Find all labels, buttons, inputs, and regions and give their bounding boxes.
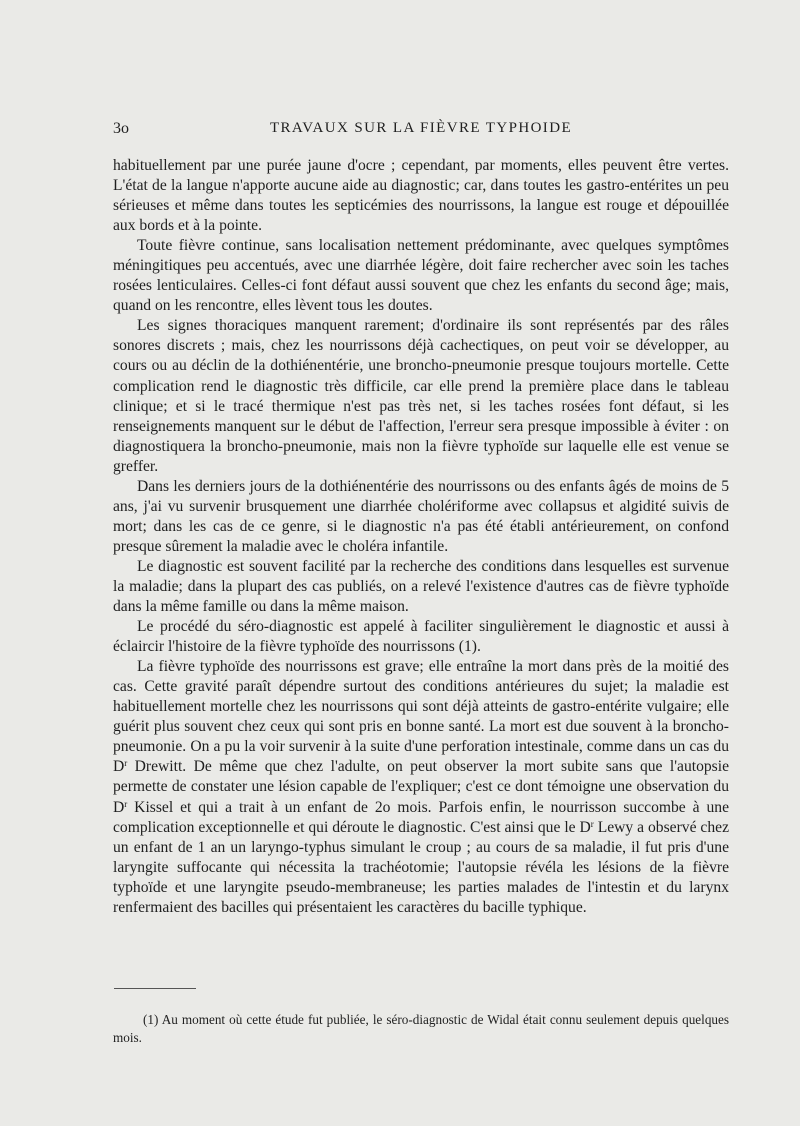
body-text — [113, 156, 729, 918]
paragraph-text: Lewy a observé chez un enfant de 1 an un laryngo-typhus simulant le croup ; au cours de sa maladie, il fut pris d'une laryngite suffocante qui nécessita la trachéotomie; l'autopsie révéla les lésions de la fièvre typhoïde et une laryngite pseudo-membraneuse; les parties malades de l'intestin et du larynx renfermaient des bacilles qui présentaient les caractères du bacille typhique. — [113, 818, 729, 916]
page-number: 3o — [113, 120, 129, 137]
footnote-separator — [114, 988, 196, 989]
paragraph: habituellement par une purée jaune d'ocre ; cependant, par moments, elles peuvent être vertes. L'état de la langue n'apporte aucune aide au diagnostic; car, dans toutes les gastro-entérites un peu sérieuses et même dans toutes les septicémies des nourrissons, la langue est rouge et dépouillée aux bords et à la pointe. — [113, 157, 729, 235]
superscript: r — [124, 758, 128, 769]
paragraph-text: Kissel et qui a trait à un enfant de 2o mois. Parfois enfin, le nourrisson succombe à une complication exceptionnelle et qui déroute le diagnostic. C'est ainsi que le D — [113, 798, 729, 836]
paragraph-text: Drewitt. De même que chez l'adulte, on peut observer la mort subite sans que l'autopsie permette de constater une lésion capable de l'expliquer; c'est ce dont témoigne une observation du D — [113, 758, 729, 816]
superscript: r — [590, 818, 594, 829]
footnote: (1) Au moment où cette étude fut publiée, le séro-diagnostic de Widal était connu seulement depuis quelques mois. — [113, 1012, 729, 1045]
paragraph: Le procédé du séro-diagnostic est appelé à faciliter singulièrement le diagnostic et aussi à éclaircir l'histoire de la fièvre typhoïde des nourrissons (1). — [113, 618, 729, 656]
paragraph — [113, 657, 729, 918]
paragraph: Dans les derniers jours de la dothiénentérie des nourrissons ou des enfants âgés de moins de 5 ans, j'ai vu survenir brusquement une diarrhée cholériforme avec collapsus et algidité suivis de mort; dans les cas de ce genre, si le diagnostic n'a pas été établi antérieurement, on confond presque sûrement la maladie avec le choléra infantile. — [113, 477, 729, 555]
superscript: r — [124, 798, 128, 809]
paragraph-text: La fièvre typhoïde des nourrissons est grave; elle entraîne la mort dans près de la moitié des cas. Cette gravité paraît dépendre surtout des conditions antérieures du sujet; la maladie est habituellement mortelle chez les nourrissons qui sont déjà atteints de gastro-entérite vulgaire; elle guérit plus souvent chez ceux qui sont pris en bonne santé. La mort est due souvent à la broncho-pneumonie. On a pu la voir survenir à la suite d'une perforation intestinale, comme dans un cas du D — [113, 658, 729, 776]
paragraph: Toute fièvre continue, sans localisation nettement prédominante, avec quelques symptômes méningitiques peu accentués, avec une diarrhée légère, doit faire rechercher avec soin les taches rosées lenticulaires. Celles-ci font défaut aussi souvent que chez les enfants du second âge; mais, quand on les rencontre, elles lèvent tous les doutes. — [113, 237, 729, 315]
paragraph: Les signes thoraciques manquent rarement; d'ordinaire ils sont représentés par des râles sonores discrets ; mais, chez les nourrissons déjà cachectiques, on peut voir se développer, au cours ou au déclin de la dothiénentérie, une broncho-pneumonie presque toujours mortelle. Cette complication rend le diagnostic très difficile, car elle prend la première place dans le tableau clinique; et si le tracé thermique n'est pas très net, si les taches rosées font défaut, si les renseignements manquent sur le début de l'affection, l'erreur sera presque impossible à éviter : on diagnostiquera la broncho-pneumonie, mais non la fièvre typhoïde sur laquelle elle est venue se greffer. — [113, 317, 729, 475]
page-header — [113, 120, 729, 142]
paragraph: Le diagnostic est souvent facilité par la recherche des conditions dans lesquelles est survenue la maladie; dans la plupart des cas publiés, on a relevé l'existence d'autres cas de fièvre typhoïde dans la même famille ou dans la même maison. — [113, 557, 729, 616]
running-title: TRAVAUX SUR LA FIÈVRE TYPHOIDE — [269, 120, 573, 136]
